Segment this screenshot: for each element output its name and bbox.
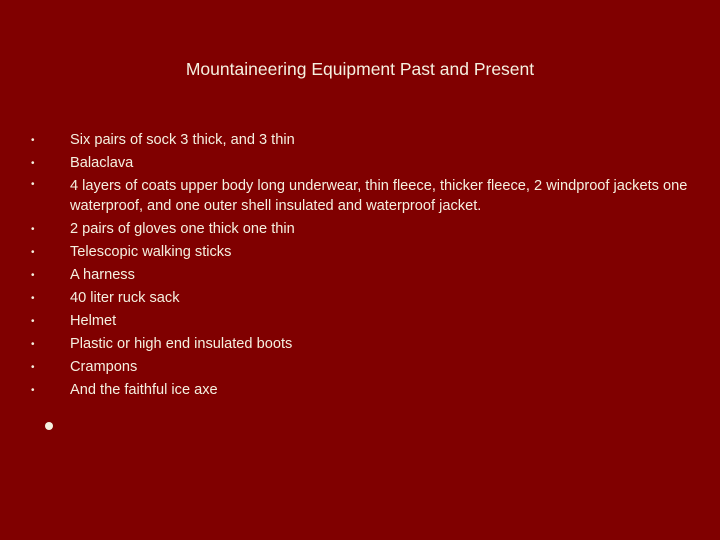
bullet-icon: • <box>31 293 35 304</box>
list-item <box>20 175 700 218</box>
list-item <box>20 287 700 310</box>
list-item <box>20 264 700 287</box>
bullet-icon: • <box>31 247 35 258</box>
slide-title: Mountaineering Equipment Past and Present <box>185 59 535 79</box>
list-item-text: Telescopic walking sticks <box>70 244 232 260</box>
list-item <box>20 379 700 402</box>
bullet-list <box>20 129 700 402</box>
bullet-icon: • <box>31 339 35 350</box>
bullet-icon: • <box>31 270 35 281</box>
list-item <box>20 241 700 264</box>
list-item-text: Plastic or high end insulated boots <box>70 336 293 352</box>
list-item-text: 4 layers of coats upper body long underwear, thin fleece, thicker fleece, 2 windproof jackets one waterproof, and one outer shell insulated and waterproof jacket. <box>70 178 688 214</box>
bullet-icon: • <box>31 158 35 169</box>
list-item-text: Balaclava <box>70 155 134 171</box>
list-item <box>20 152 700 175</box>
bullet-icon: • <box>31 362 35 373</box>
list-item-text: A harness <box>70 267 135 283</box>
bullet-icon: • <box>31 224 35 235</box>
list-item <box>20 218 700 241</box>
list-item-text: Six pairs of sock 3 thick, and 3 thin <box>70 132 295 148</box>
bullet-icon: • <box>31 179 35 190</box>
list-item-text: 2 pairs of gloves one thick one thin <box>70 221 295 237</box>
list-item-text: And the faithful ice axe <box>70 382 218 398</box>
list-item <box>20 310 700 333</box>
bullet-icon: • <box>31 135 35 146</box>
bullet-icon: • <box>31 316 35 327</box>
empty-bullet-icon <box>45 422 53 430</box>
bullet-icon: • <box>31 385 35 396</box>
list-item <box>20 129 700 152</box>
list-item-text: 40 liter ruck sack <box>70 290 180 306</box>
list-item <box>20 356 700 379</box>
list-item-text: Crampons <box>70 359 138 375</box>
list-item-text: Helmet <box>70 313 117 329</box>
list-item <box>20 333 700 356</box>
